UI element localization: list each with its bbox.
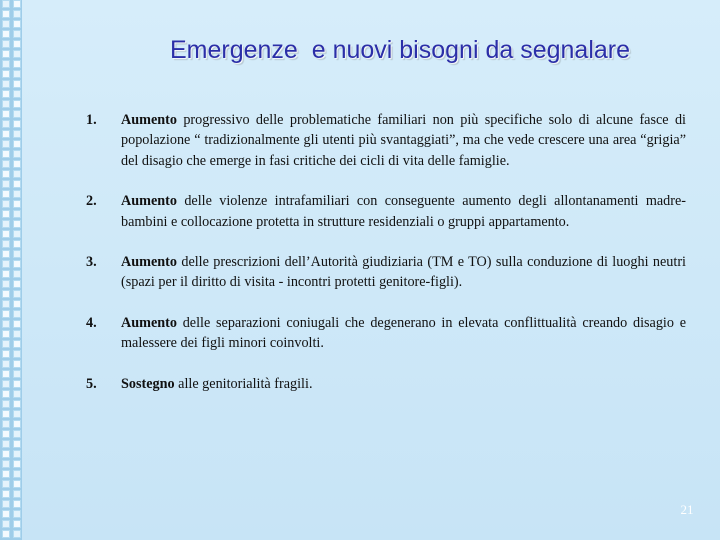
item-text: [121, 110, 686, 171]
decorative-square: [2, 50, 10, 58]
decorative-square: [2, 490, 10, 498]
item-number: 3.: [86, 254, 97, 271]
decorative-square: [2, 510, 10, 518]
decorative-square: [13, 40, 21, 48]
decorative-square: [13, 190, 21, 198]
decorative-square: [2, 150, 10, 158]
decorative-squares-column: [13, 0, 21, 540]
decorative-square: [13, 170, 21, 178]
decorative-square: [13, 260, 21, 268]
decorative-square: [13, 360, 21, 368]
decorative-square: [2, 270, 10, 278]
decorative-square: [13, 290, 21, 298]
decorative-square: [13, 230, 21, 238]
decorative-square: [13, 90, 21, 98]
decorative-square: [2, 210, 10, 218]
decorative-square: [2, 450, 10, 458]
decorative-square: [13, 500, 21, 508]
item-body: delle separazioni coniugali che degenerano in elevata conflittualità creando disagio e malessere dei figli minori coinvolti.: [121, 314, 686, 352]
decorative-square: [13, 430, 21, 438]
decorative-square: [13, 340, 21, 348]
decorative-square: [13, 270, 21, 278]
decorative-square: [2, 120, 10, 128]
decorative-square: [2, 480, 10, 488]
decorative-square: [13, 160, 21, 168]
decorative-square: [13, 520, 21, 528]
item-text: [121, 252, 686, 293]
decorative-square: [13, 400, 21, 408]
decorative-square: [2, 200, 10, 208]
decorative-square: [2, 110, 10, 118]
decorative-square: [13, 530, 21, 538]
list-item: [86, 313, 686, 354]
decorative-square: [13, 450, 21, 458]
decorative-square: [2, 520, 10, 528]
decorative-square: [13, 110, 21, 118]
decorative-square: [13, 20, 21, 28]
decorative-square: [13, 180, 21, 188]
decorative-square: [2, 470, 10, 478]
decorative-square: [13, 440, 21, 448]
item-keyword: Aumento: [121, 254, 177, 271]
decorative-square: [13, 410, 21, 418]
decorative-square: [2, 190, 10, 198]
item-number: 4.: [86, 314, 97, 331]
decorative-square: [13, 210, 21, 218]
decorative-square: [2, 10, 10, 18]
decorative-square: [13, 50, 21, 58]
decorative-square: [2, 70, 10, 78]
decorative-square: [13, 470, 21, 478]
decorative-square: [13, 480, 21, 488]
decorative-square: [13, 220, 21, 228]
decorative-square: [13, 10, 21, 18]
decorative-square: [2, 180, 10, 188]
decorative-square: [2, 310, 10, 318]
item-keyword: Aumento: [121, 314, 177, 331]
decorative-square: [13, 350, 21, 358]
decorative-square: [2, 0, 10, 8]
decorative-square: [13, 80, 21, 88]
decorative-square: [13, 200, 21, 208]
decorative-square: [2, 330, 10, 338]
decorative-square: [2, 280, 10, 288]
decorative-square: [2, 90, 10, 98]
decorative-square: [13, 490, 21, 498]
decorative-square: [2, 360, 10, 368]
item-number: 1.: [86, 112, 97, 128]
decorative-square: [13, 370, 21, 378]
decorative-square: [13, 390, 21, 398]
decorative-square: [13, 510, 21, 518]
decorative-square: [13, 150, 21, 158]
decorative-square: [13, 70, 21, 78]
decorative-square: [13, 250, 21, 258]
item-body: alle genitorialità fragili.: [174, 375, 313, 392]
item-keyword: Aumento: [121, 112, 177, 128]
list-item: [86, 110, 686, 171]
decorative-square: [13, 240, 21, 248]
list-item: [86, 191, 686, 232]
decorative-squares-column: [2, 0, 10, 540]
decorative-square: [13, 330, 21, 338]
decorative-square: [2, 300, 10, 308]
decorative-square: [2, 420, 10, 428]
decorative-square: [2, 440, 10, 448]
decorative-square: [13, 120, 21, 128]
decorative-square: [2, 130, 10, 138]
item-text: [121, 191, 686, 232]
decorative-square: [2, 260, 10, 268]
decorative-square: [13, 30, 21, 38]
page-number: 21: [680, 502, 694, 517]
decorative-square: [2, 290, 10, 298]
slide-title: Emergenze e nuovi bisogni da segnalare: [169, 36, 631, 64]
decorative-square: [2, 30, 10, 38]
decorative-square: [2, 410, 10, 418]
decorative-square: [2, 220, 10, 228]
decorative-square: [13, 100, 21, 108]
decorative-square: [2, 500, 10, 508]
decorative-square: [2, 350, 10, 358]
decorative-square: [13, 0, 21, 8]
item-keyword: Aumento: [121, 193, 177, 210]
decorative-square: [2, 230, 10, 238]
decorative-square: [2, 370, 10, 378]
decorative-square: [2, 430, 10, 438]
item-text: [121, 313, 686, 354]
decorative-square: [2, 20, 10, 28]
list-item: [86, 252, 686, 293]
numbered-list: [86, 110, 686, 414]
decorative-square: [13, 60, 21, 68]
decorative-square: [13, 420, 21, 428]
item-number: 5.: [86, 375, 97, 392]
decorative-square: [13, 460, 21, 468]
decorative-left-strip: [0, 0, 22, 540]
decorative-square: [2, 240, 10, 248]
item-body: delle prescrizioni dell’Autorità giudiziaria (TM e TO) sulla conduzione di luoghi neutri (spazi per il diritto di visita - incontri protetti genitore-figli).: [121, 254, 686, 291]
item-body: progressivo delle problematiche familiari non più specifiche solo di alcune fasce di popolazione “ tradizionalmente gli utenti più svantaggiati”, ma che vede crescere una area “grigia” del disagio che emerge in fasi critiche dei cicli di vita delle famiglie.: [121, 112, 686, 169]
decorative-square: [2, 340, 10, 348]
decorative-square: [13, 310, 21, 318]
decorative-square: [13, 300, 21, 308]
decorative-square: [2, 40, 10, 48]
decorative-square: [2, 250, 10, 258]
decorative-square: [2, 380, 10, 388]
decorative-square: [13, 380, 21, 388]
decorative-square: [2, 80, 10, 88]
list-item: [86, 374, 686, 394]
item-keyword: Sostegno: [121, 375, 175, 392]
decorative-square: [2, 530, 10, 538]
item-number: 2.: [86, 193, 97, 210]
decorative-square: [2, 100, 10, 108]
decorative-square: [13, 130, 21, 138]
decorative-square: [13, 320, 21, 328]
item-body: delle violenze intrafamiliari con conseguente aumento degli allontanamenti madre-bambini e collocazione protetta in strutture residenziali o gruppi appartamento.: [121, 193, 686, 230]
decorative-square: [2, 160, 10, 168]
decorative-square: [13, 280, 21, 288]
decorative-square: [2, 390, 10, 398]
item-text: [121, 374, 686, 394]
decorative-square: [2, 60, 10, 68]
decorative-square: [2, 460, 10, 468]
decorative-square: [2, 170, 10, 178]
decorative-square: [13, 140, 21, 148]
decorative-square: [2, 320, 10, 328]
decorative-square: [2, 400, 10, 408]
decorative-square: [2, 140, 10, 148]
